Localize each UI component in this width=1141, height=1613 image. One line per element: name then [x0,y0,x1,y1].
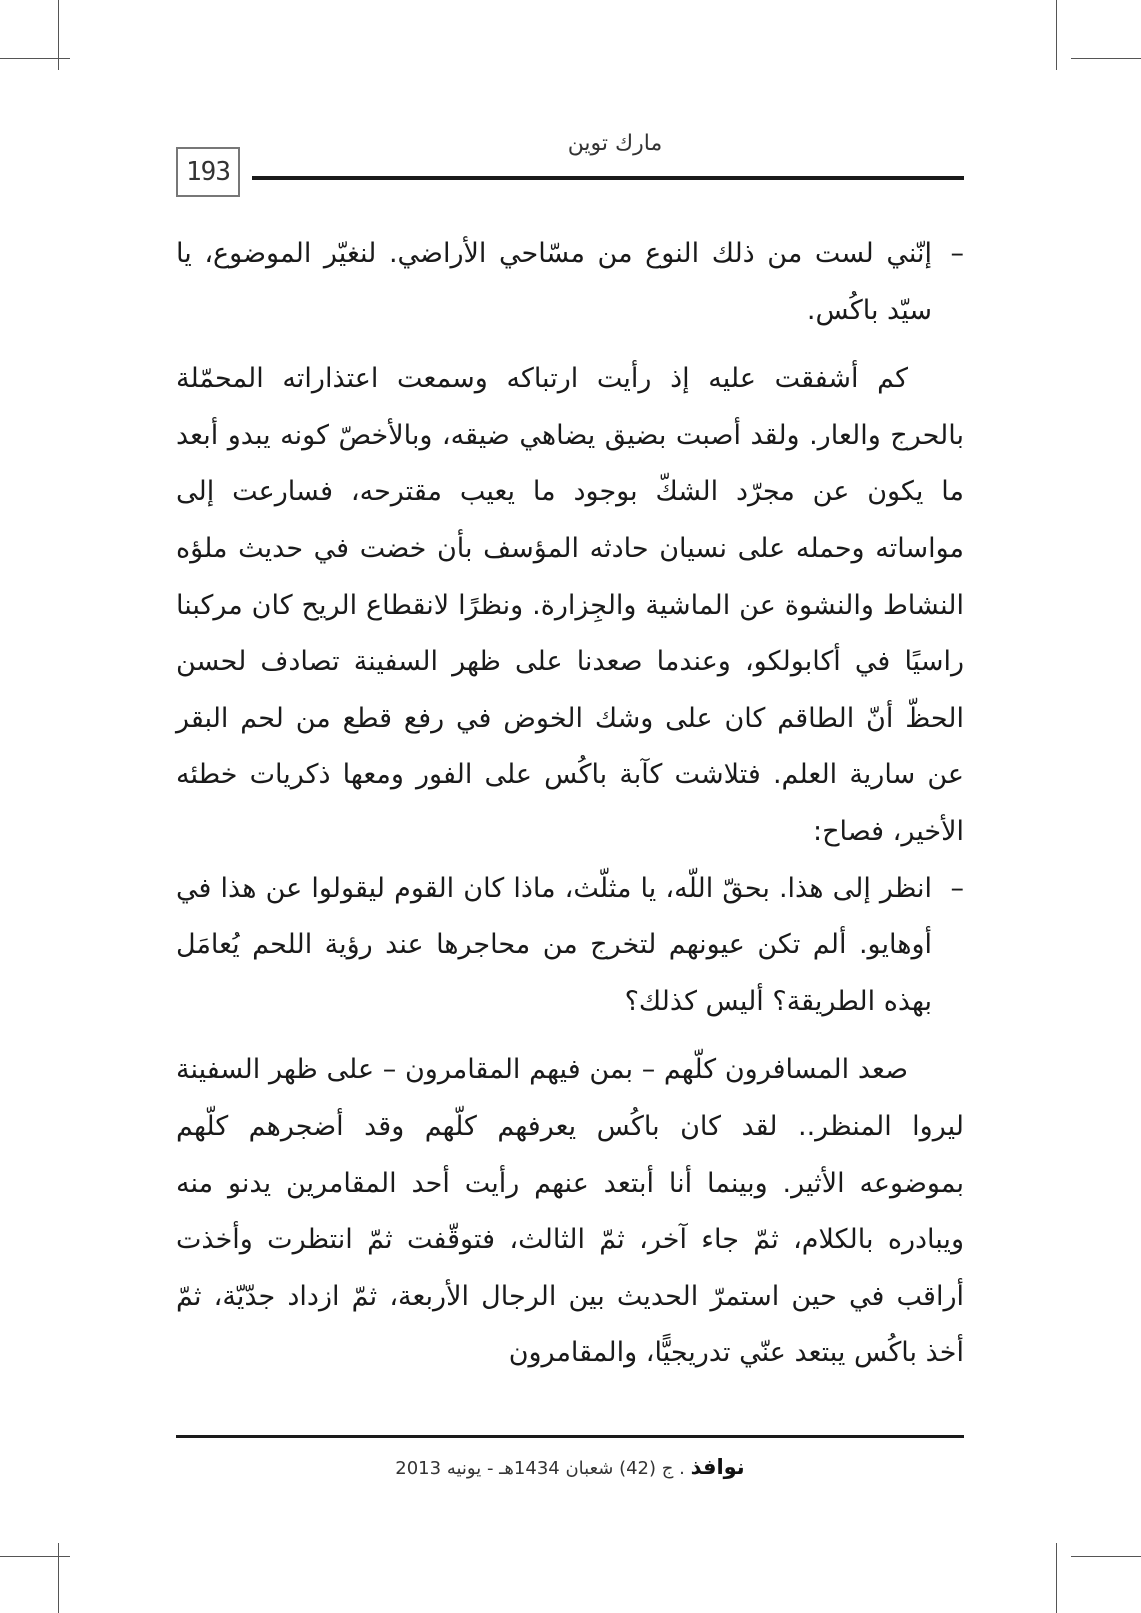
dialog-dash: – [950,872,964,904]
paragraph: كم أشفقت عليه إذ رأيت ارتباكه وسمعت اعتذاراته المحمّلة بالحرج والعار. ولقد أصبت بضيق يضاهي ضيقه، وبالأخصّ كونه يبدو أبعد ما يكون عن مجرّد الشكّ بوجود ما يعيب مقترحه، فسارعت إلى مواساته وحمله على نسيان حادثه المؤسف بأن خضت في حديث ملؤه النشاط والنشوة عن الماشية والجِزارة. ونظرًا لانقطاع الريح كان مركبنا راسيًا في أكابولكو، وعندما صعدنا على ظهر السفينة تصادف لحسن الحظّ أنّ الطاقم كان على وشك الخوض في رفع قطع من لحم البقر عن سارية العلم. فتلاشت كآبة باكُس على الفور ومعها ذكريات خطئه الأخير، فصاح: [176,363,964,847]
dialog-text: انظر إلى هذا. بحقّ اللّه، يا مثلّث، ماذا كان القوم ليقولوا عن هذا في أوهايو. ألم تكن عيونهم لتخرج من محاجرها عند رؤية اللحم يُعامَل بهذه الطريقة؟ أليس كذلك؟ [176,872,932,1017]
crop-mark [58,0,59,70]
header-rule [252,176,964,180]
crop-mark [1071,1556,1141,1557]
crop-mark [0,58,70,59]
crop-mark [1056,1543,1057,1613]
footer-rule [176,1435,964,1438]
running-title: مارك توين [567,131,663,156]
dialog-dash: – [950,238,964,269]
footer [176,1455,964,1479]
dialog-line [176,861,964,1031]
page-number: 193 [176,147,240,197]
crop-mark [0,1556,70,1557]
dialog-text: إنّني لست من ذلك النوع من مسّاحي الأراضي. لنغيّر الموضوع، يا سيّد باكُس. [176,238,932,326]
body-text [176,226,964,1382]
crop-mark [1071,58,1141,59]
dialog-line [176,226,964,339]
crop-mark [58,1543,59,1613]
journal-name: نوافذ [690,1455,745,1479]
paragraph: صعد المسافرون كلّهم – بمن فيهم المقامرون – على ظهر السفينة ليروا المنظر.. لقد كان باكُس يعرفهم كلّهم وقد أضجرهم كلّهم بموضوعه الأثير. وبينما أنا أبتعد عنهم رأيت أحد المقامرين يدنو منه ويبادره بالكلام، ثمّ جاء آخر، ثمّ الثالث، فتوقّفت ثمّ انتظرت وأخذت أراقب في حين استمرّ الحديث بين الرجال الأربعة، ثمّ ازداد جدّيّة، ثمّ أخذ باكُس يبتعد عنّي تدريجيًّا، والمقامرون [176,1054,964,1369]
crop-mark [1056,0,1057,70]
issue-info: . ج (42) شعبان 1434هـ - يونيه 2013 [395,1458,685,1479]
